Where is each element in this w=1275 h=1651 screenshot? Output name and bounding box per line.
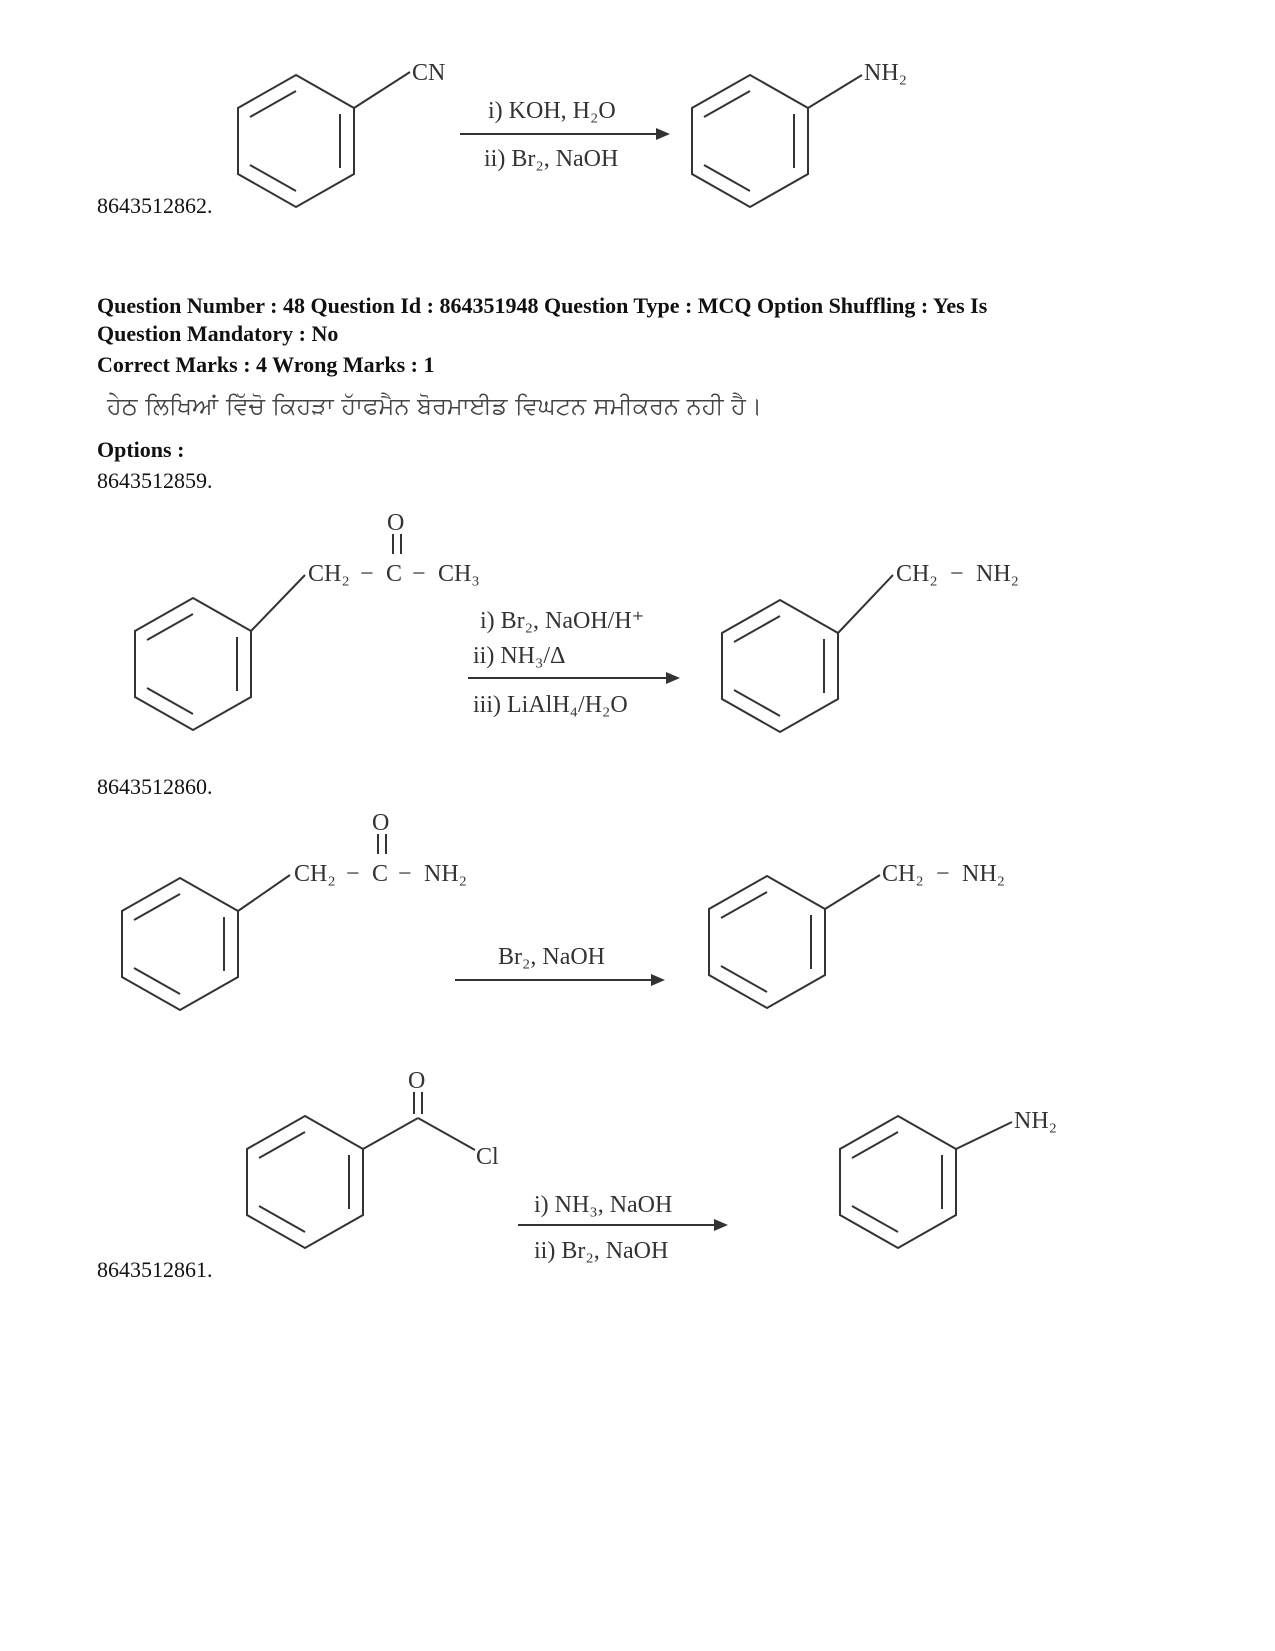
carbonyl-carbon-label: C [372,861,389,887]
reaction-condition: ii) Br₂, NaOH [534,1238,669,1264]
oxygen-label: O [408,1068,426,1094]
reaction-condition: i) KOH, H₂O [488,98,616,124]
chlorine-label: Cl [476,1144,499,1170]
reaction-condition: Br₂, NaOH [498,944,606,970]
bond-dash: − [360,561,374,587]
option-id: 8643512859. [97,468,213,493]
benzene-ring-reactant [238,75,354,207]
benzene-ring-product [692,75,808,207]
reaction-scheme-option-1 [0,500,1275,740]
question-meta [97,292,1197,348]
bond-dash: − [398,861,412,887]
reactant-ch3-label: CH₃ [438,561,480,587]
marks-line: Correct Marks : 4 Wrong Marks : 1 [97,352,435,377]
product-ch2-label: CH₂ [882,861,924,887]
bond-dash: − [950,561,964,587]
reactant-ch2-label: CH₂ [308,561,350,587]
product-nh2-label: NH₂ [976,561,1020,587]
reactant-ch2-label: CH₂ [294,861,336,887]
bond-dash: − [936,861,950,887]
option-id: 8643512861. [97,1257,213,1282]
reactant-nh2-label: NH₂ [424,861,468,887]
question-meta-line1: Question Number : 48 Question Id : 864351948 Question Type : MCQ Option Shuffling : Yes Is [97,293,988,318]
reaction-condition: i) Br₂, NaOH/H⁺ [480,608,645,634]
reactant-group-label: CN [412,60,446,86]
product-group-label: NH₂ [864,60,908,86]
benzene-ring-product [840,1116,956,1248]
benzene-ring-reactant [122,878,238,1010]
oxygen-label: O [387,510,405,536]
benzene-ring-reactant [135,598,251,730]
benzene-ring-product [722,600,838,732]
question-meta-line2: Question Mandatory : No [97,321,339,346]
reaction-condition: ii) Br₂, NaOH [484,146,619,172]
option-id: 8643512860. [97,774,213,799]
reaction-condition: iii) LiAlH₄/H₂O [473,692,628,718]
reaction-scheme-option-3 [0,1060,1275,1280]
product-nh2-label: NH₂ [962,861,1006,887]
bond-dash: − [412,561,426,587]
bond-dash: − [346,861,360,887]
carbonyl-carbon-label: C [386,561,403,587]
reaction-scheme-option-2 [0,800,1275,1020]
option-id: 8643512862. [97,193,213,218]
question-text: ਹੇਠ ਲਿਖਿਆਂ ਵਿੱਚੋ ਕਿਹੜਾ ਹਾੱਫਮੈਨ ਬੋਰਮਾਈਡ ਵਿਘਟਨ ਸਮੀਕਰਨ ਨਹੀ ਹੈ। [107,392,763,420]
product-nh2-label: NH₂ [1014,1108,1058,1134]
product-ch2-label: CH₂ [896,561,938,587]
reaction-condition: ii) NH₃/Δ [473,643,566,669]
oxygen-label: O [372,810,390,836]
reaction-condition: i) NH₃, NaOH [534,1192,673,1218]
benzene-ring-reactant [247,1116,363,1248]
benzene-ring-product [709,876,825,1008]
options-label: Options : [97,437,185,462]
